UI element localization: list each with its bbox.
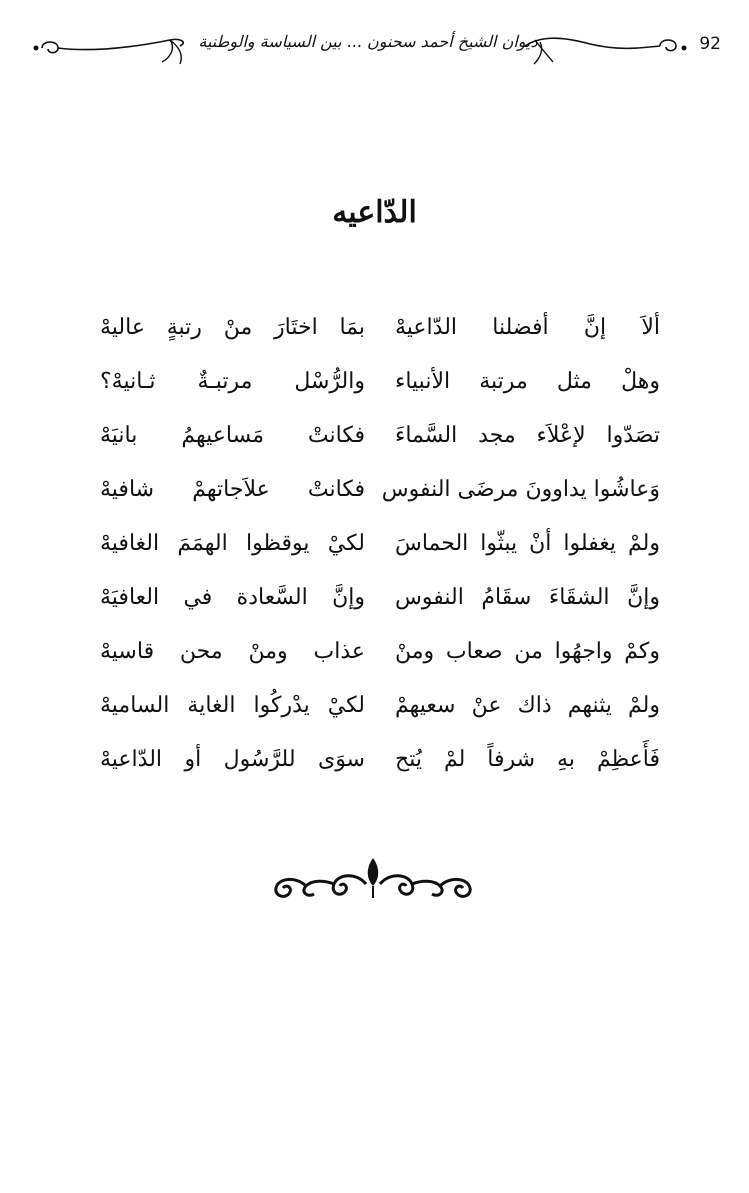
- poem-body: [100, 300, 660, 786]
- verse-1: [100, 300, 660, 354]
- verse-first-hemistich: فَأَعظِمْ بهِ شرفاً لمْ يُتح: [395, 746, 660, 772]
- verse-second-hemistich: لكيْ يدْركُوا الغاية الساميهْ: [100, 692, 365, 718]
- verse-3: [100, 408, 660, 462]
- verse-second-hemistich: والرُّسْل مرتبـةٌ ثـانيهْ؟: [100, 368, 365, 394]
- verse-first-hemistich: وكمْ واجهُوا من صعاب ومنْ: [395, 638, 660, 664]
- verse-first-hemistich: وإنَّ الشقَاءَ سقَامُ النفوس: [395, 584, 660, 610]
- verse-6: [100, 570, 660, 624]
- verse-second-hemistich: لكيْ يوقظوا الهمَمَ الغافيهْ: [100, 530, 365, 556]
- running-title: ديوان الشيخ أحمد سحنون ... بين السياسة والوطنية: [198, 32, 538, 51]
- verse-first-hemistich: ألاَ إنَّ أفضلنا الدّاعيهْ: [395, 314, 660, 340]
- verse-second-hemistich: بمَا اختَارَ منْ رتبةٍ عاليهْ: [100, 314, 365, 340]
- verse-4: [100, 462, 660, 516]
- verse-first-hemistich: تصَدّوا لإعْلاَء مجد السَّماءَ: [395, 422, 660, 448]
- verse-second-hemistich: وإنَّ السَّعادة في العافيَهْ: [100, 584, 365, 610]
- verse-8: [100, 678, 660, 732]
- verse-first-hemistich: ولمْ يغفلوا أنْ يبثّوا الحماسَ: [395, 530, 660, 556]
- verse-2: [100, 354, 660, 408]
- verse-first-hemistich: ولمْ يثنهم ذاك عنْ سعيهمْ: [395, 692, 660, 718]
- footer-ornament-icon: [268, 850, 478, 910]
- page-header: [20, 18, 729, 73]
- poem-title: الدّاعيه: [332, 195, 417, 230]
- verse-second-hemistich: فكانتْ مَساعيهمُ بانيَهْ: [100, 422, 365, 448]
- verse-second-hemistich: فكانتْ علاَجاتهمْ شافيهْ: [100, 476, 365, 502]
- verse-7: [100, 624, 660, 678]
- verse-second-hemistich: سوَى للرَّسُول أو الدّاعيهْ: [100, 746, 365, 772]
- verse-second-hemistich: عذاب ومنْ محن قاسيهْ: [100, 638, 365, 664]
- verse-first-hemistich: وهلْ مثل مرتبة الأنبياء: [395, 368, 660, 394]
- verse-first-hemistich: وَعاشُوا يداوونَ مرضَى النفوس: [381, 476, 660, 502]
- page-number: 92: [699, 34, 721, 54]
- verse-5: [100, 516, 660, 570]
- verse-9: [100, 732, 660, 786]
